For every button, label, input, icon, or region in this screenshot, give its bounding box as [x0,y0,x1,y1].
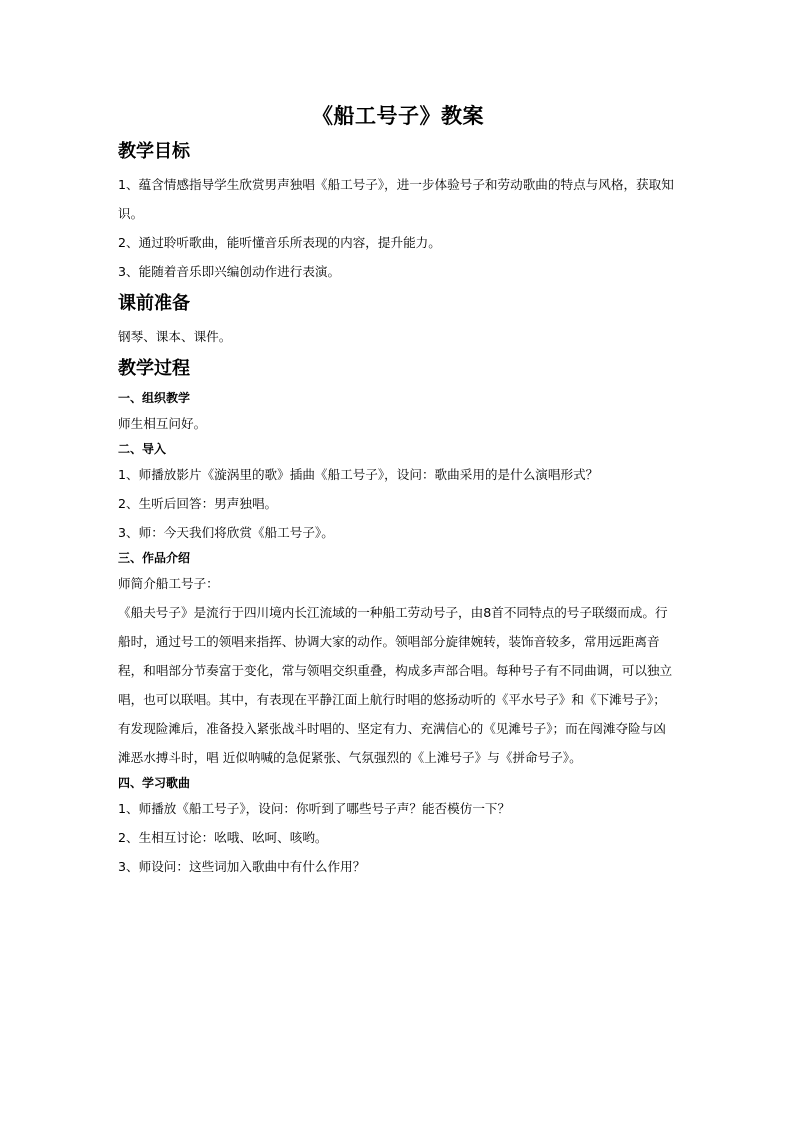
part3-intro: 师简介船工号子： [118,576,219,591]
document-title: 《船工号子》教案 [312,103,484,128]
objectives-heading: 教学目标 [118,141,190,162]
process-heading: 教学过程 [118,358,190,379]
document-page [118,98,678,881]
objective-item-3: 3、能随着音乐即兴编创动作进行表演。 [118,264,341,279]
part3-body: 《船夫号子》是流行于四川境内长江流域的一种船工劳动号子，由8首不同特点的号子联缀而成。行船时，通过号工的领唱来指挥、协调大家的动作。领唱部分旋律婉转，装饰音较多，常用远距离音程，和唱部分节奏富于变化，常与领唱交织重叠，构成多声部合唱。每种号子有不同曲调，可以独立唱，也可以联唱。其中，有表现在平静江面上航行时唱的悠扬动听的《平水号子》和《下滩号子》；有发现险滩后，准备投入紧张战斗时唱的、坚定有力、充满信心的《见滩号子》；而在闯滩夺险与凶滩恶水搏斗时，唱 近似呐喊的急促紧张、气氛强烈的《上滩号子》与《拼命号子》。 [118,605,673,765]
part4-item-3: 3、师设问：这些词加入歌曲中有什么作用？ [118,859,366,874]
preparation-heading: 课前准备 [118,293,190,314]
part1-heading: 一、组织教学 [118,391,191,405]
part2-item-3: 3、师：今天我们将欣赏《船工号子》。 [118,525,334,540]
part4-heading: 四、学习歌曲 [118,776,191,790]
part3-heading: 三、作品介绍 [118,551,191,565]
part1-item: 师生相互问好。 [118,416,207,431]
part2-item-1: 1、师播放影片《漩涡里的歌》插曲《船工号子》，设问：歌曲采用的是什么演唱形式？ [118,467,599,482]
part2-heading: 二、导入 [118,442,167,456]
preparation-text: 钢琴、课本、课件。 [118,329,232,344]
part4-item-2: 2、生相互讨论：吆哦、吆呵、咳哟。 [118,830,328,845]
part2-item-2: 2、生听后回答：男声独唱。 [118,496,278,511]
objective-item-2: 2、通过聆听歌曲，能听懂音乐所表现的内容，提升能力。 [118,235,441,250]
objective-item-1: 1、蕴含情感指导学生欣赏男声独唱《船工号子》，进一步体验号子和劳动歌曲的特点与风格，获取知识。 [118,177,674,221]
part4-item-1: 1、师播放《船工号子》，设问：你听到了哪些号子声？能否模仿一下？ [118,801,511,816]
